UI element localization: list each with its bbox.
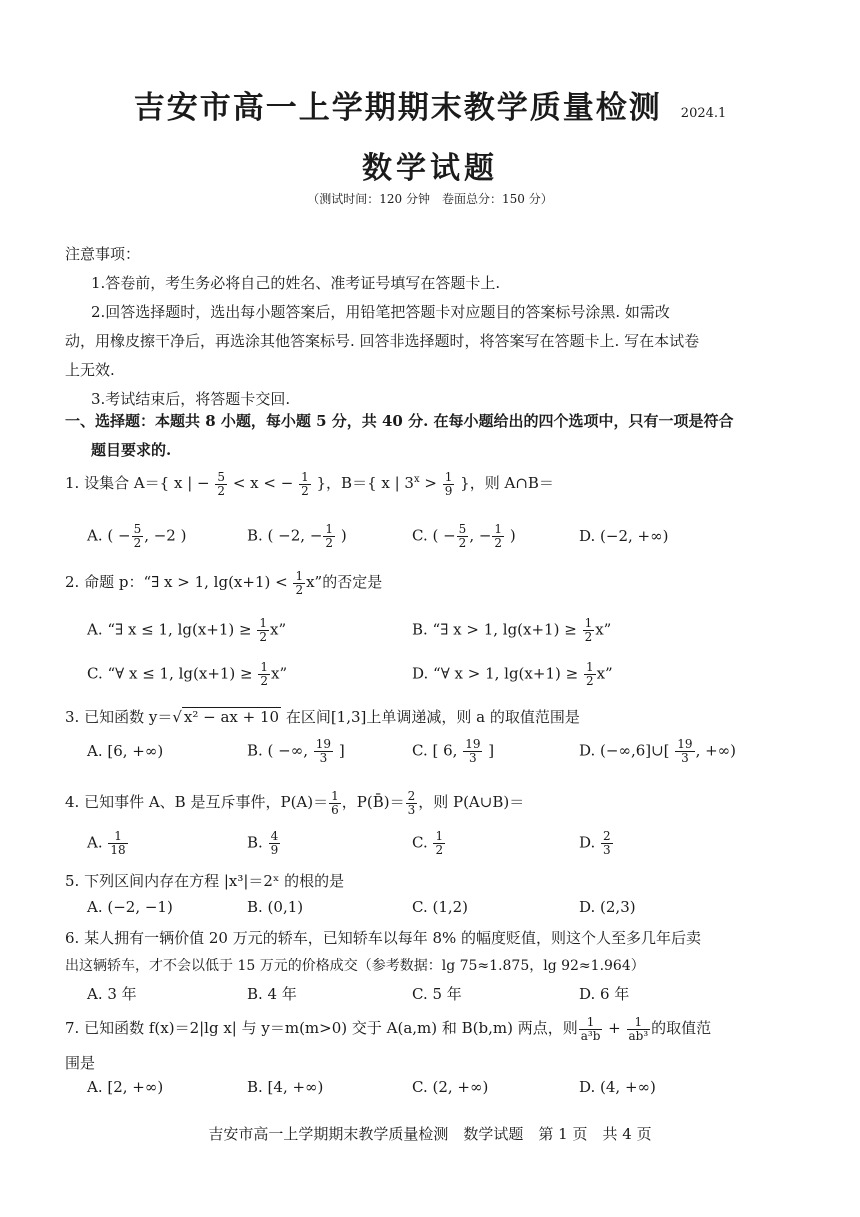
q1-text: 1. 设集合 A＝{ x | − bbox=[65, 474, 210, 492]
q3-text: 在区间[1,3]上单调递减，则 a 的取值范围是 bbox=[281, 708, 580, 726]
q7-text: 的取值范 bbox=[651, 1019, 712, 1037]
q4-text: ，P(B̄)＝ bbox=[341, 793, 405, 811]
fraction: $\frac{4}{9}$ bbox=[270, 829, 279, 857]
q5-option-c: C. (1,2) bbox=[412, 898, 469, 916]
q7-option-b: B. [4, +∞) bbox=[247, 1078, 324, 1096]
question-2 bbox=[65, 568, 785, 597]
fraction: $\frac{19}{3}$ bbox=[677, 737, 693, 765]
fraction: $\frac{5}{2}$ bbox=[217, 469, 226, 498]
fraction: $\frac{1}{9}$ bbox=[444, 469, 453, 498]
exam-info: （测试时间：120 分钟 卷面总分：150 分） bbox=[307, 192, 553, 206]
fraction: $\frac{1}{2}$ bbox=[259, 616, 268, 644]
q3-option-d: D. (−∞,6]∪[ $\frac{19}{3}$ , +∞) bbox=[579, 737, 737, 765]
q3-option-c: C. [ 6, $\frac{19}{3}$ ] bbox=[412, 737, 495, 765]
title-row bbox=[0, 82, 860, 127]
fraction: $\frac{1}{2}$ bbox=[585, 660, 594, 688]
notice-block bbox=[65, 240, 780, 414]
notice-item-1: 1.答卷前，考生务必将自己的姓名、准考证号填写在答题卡上. bbox=[91, 274, 501, 292]
question-4 bbox=[65, 788, 785, 817]
q3-option-b: B. ( −∞, $\frac{19}{3}$ ] bbox=[247, 737, 345, 765]
q4-option-a: A. $\frac{1}{18}$ bbox=[87, 829, 126, 857]
q3-text: 3. 已知函数 y＝√ bbox=[65, 708, 182, 726]
q2-text: x”的否定是 bbox=[306, 573, 383, 591]
fraction: $\frac{1}{2}$ bbox=[260, 660, 269, 688]
q4-option-c: C. $\frac{1}{2}$ bbox=[412, 829, 444, 857]
fraction: $\frac{1}{2}$ bbox=[584, 616, 593, 644]
q3-option-a: A. [6, +∞) bbox=[87, 742, 164, 760]
fraction: $\frac{1}{18}$ bbox=[110, 829, 126, 857]
fraction: $\frac{1}{2}$ bbox=[295, 568, 304, 597]
fraction: $\frac{19}{3}$ bbox=[315, 737, 332, 765]
q7-text: 7. 已知函数 f(x)＝2|lg x| 与 y＝m(m>0) 交于 A(a,m) 和 B(b,m) 两点，则 bbox=[65, 1019, 578, 1037]
q2-option-d: D. “∀ x > 1, lg(x+1) ≥ $\frac{1}{2}$ x” bbox=[412, 660, 613, 688]
subject-title: 数学试题 bbox=[362, 151, 498, 186]
q1-option-d: D. (−2, +∞) bbox=[579, 527, 669, 545]
q1-text: > bbox=[424, 474, 442, 492]
q2-option-a: A. “∃ x ≤ 1, lg(x+1) ≥ $\frac{1}{2}$ x” bbox=[87, 616, 287, 644]
q6-option-d: D. 6 年 bbox=[579, 985, 630, 1003]
exam-title: 吉安市高一上学期期末教学质量检测 bbox=[133, 90, 662, 126]
superscript: x bbox=[413, 474, 420, 485]
q1-text: }，则 A∩B＝ bbox=[460, 474, 554, 492]
q6-option-b: B. 4 年 bbox=[247, 985, 297, 1003]
notice-item-3: 3.考试结束后，将答题卡交回. bbox=[91, 390, 291, 408]
q6-line-2: 出这辆轿车，才不会以低于 15 万元的价格成交（参考数据：lg 75≈1.875，lg 92≈1.964） bbox=[65, 958, 645, 974]
q1-option-a: A. ( − $\frac{5}{2}$ , −2 ) bbox=[87, 522, 187, 550]
fraction: $\frac{1}{2}$ bbox=[325, 522, 334, 550]
fraction: $\frac{19}{3}$ bbox=[465, 737, 481, 765]
section-line-1: 一、选择题：本题共 8 小题，每小题 5 分，共 40 分. 在每小题给出的四个选项中，只有一项是符合 bbox=[65, 412, 734, 430]
fraction: $\frac{5}{2}$ bbox=[458, 522, 467, 550]
q6-option-c: C. 5 年 bbox=[412, 985, 462, 1003]
q6-line-1: 6. 某人拥有一辆价值 20 万元的轿车，已知轿车以每年 8% 的幅度贬值，则这个人至多几年后卖 bbox=[65, 929, 702, 947]
fraction: $\frac{5}{2}$ bbox=[133, 522, 142, 550]
q2-text: 2. 命题 p：“∃ x > 1, lg(x+1) < bbox=[65, 573, 293, 591]
question-7 bbox=[65, 1014, 785, 1043]
q5-option-a: A. (−2, −1) bbox=[87, 898, 173, 916]
q5-option-b: B. (0,1) bbox=[247, 898, 304, 916]
fraction: $\frac{1}{\text{a³b}}$ bbox=[580, 1014, 601, 1043]
fraction: $\frac{2}{3}$ bbox=[603, 829, 611, 857]
q2-option-c: C. “∀ x ≤ 1, lg(x+1) ≥ $\frac{1}{2}$ x” bbox=[87, 660, 288, 688]
q1-text: }，B＝{ x | 3 bbox=[316, 474, 414, 492]
q1-option-c: C. ( − $\frac{5}{2}$ , − $\frac{1}{2}$ ) bbox=[412, 522, 516, 550]
q7-option-d: D. (4, +∞) bbox=[579, 1078, 656, 1096]
fraction: $\frac{1}{2}$ bbox=[494, 522, 503, 550]
notice-item-2a: 2.回答选择题时，选出每小题答案后，用铅笔把答题卡对应题目的答案标号涂黑. 如需改 bbox=[91, 303, 670, 321]
fraction: $\frac{1}{\text{ab³}}$ bbox=[628, 1014, 649, 1043]
section-line-2: 题目要求的. bbox=[91, 441, 172, 459]
notice-item-2c: 上无效. bbox=[65, 361, 115, 379]
q7-text: + bbox=[603, 1019, 626, 1037]
q1-option-b: B. ( −2, − $\frac{1}{2}$ ) bbox=[247, 522, 347, 550]
fraction: $\frac{1}{6}$ bbox=[331, 788, 339, 817]
fraction: $\frac{1}{2}$ bbox=[435, 829, 444, 857]
q4-option-d: D. $\frac{2}{3}$ bbox=[579, 829, 611, 857]
q7-option-a: A. [2, +∞) bbox=[87, 1078, 164, 1096]
question-1 bbox=[65, 466, 785, 498]
q2-option-b: B. “∃ x > 1, lg(x+1) ≥ $\frac{1}{2}$ x” bbox=[412, 616, 612, 644]
question-6 bbox=[65, 924, 785, 980]
question-3 bbox=[65, 703, 785, 731]
question-5: 5. 下列区间内存在方程 |x³|＝2ˣ 的根的是 bbox=[65, 872, 345, 890]
q4-text: ，则 P(A∪B)＝ bbox=[418, 793, 525, 811]
q7-line-2: 围是 bbox=[65, 1054, 96, 1072]
q5-option-d: D. (2,3) bbox=[579, 898, 636, 916]
notice-heading: 注意事项： bbox=[65, 245, 141, 263]
fraction: $\frac{1}{2}$ bbox=[301, 469, 309, 498]
q6-option-a: A. 3 年 bbox=[87, 985, 137, 1003]
q7-option-c: C. (2, +∞) bbox=[412, 1078, 489, 1096]
radicand: x² − ax + 10 bbox=[183, 708, 280, 726]
q4-text: 4. 已知事件 A、B 是互斥事件，P(A)＝ bbox=[65, 793, 329, 811]
notice-item-2b: 动，用橡皮擦干净后，再选涂其他答案标号. 回答非选择题时，将答案写在答题卡上. 写在本试卷 bbox=[65, 332, 700, 350]
fraction: $\frac{2}{3}$ bbox=[407, 788, 416, 817]
page-footer: 吉安市高一上学期期末教学质量检测 数学试题 第 1 页 共 4 页 bbox=[208, 1125, 652, 1143]
section-heading bbox=[65, 407, 780, 465]
exam-date: 2024.1 bbox=[680, 106, 727, 121]
q1-text: < x < − bbox=[232, 474, 294, 492]
q4-option-b: B. $\frac{4}{9}$ bbox=[247, 829, 279, 857]
